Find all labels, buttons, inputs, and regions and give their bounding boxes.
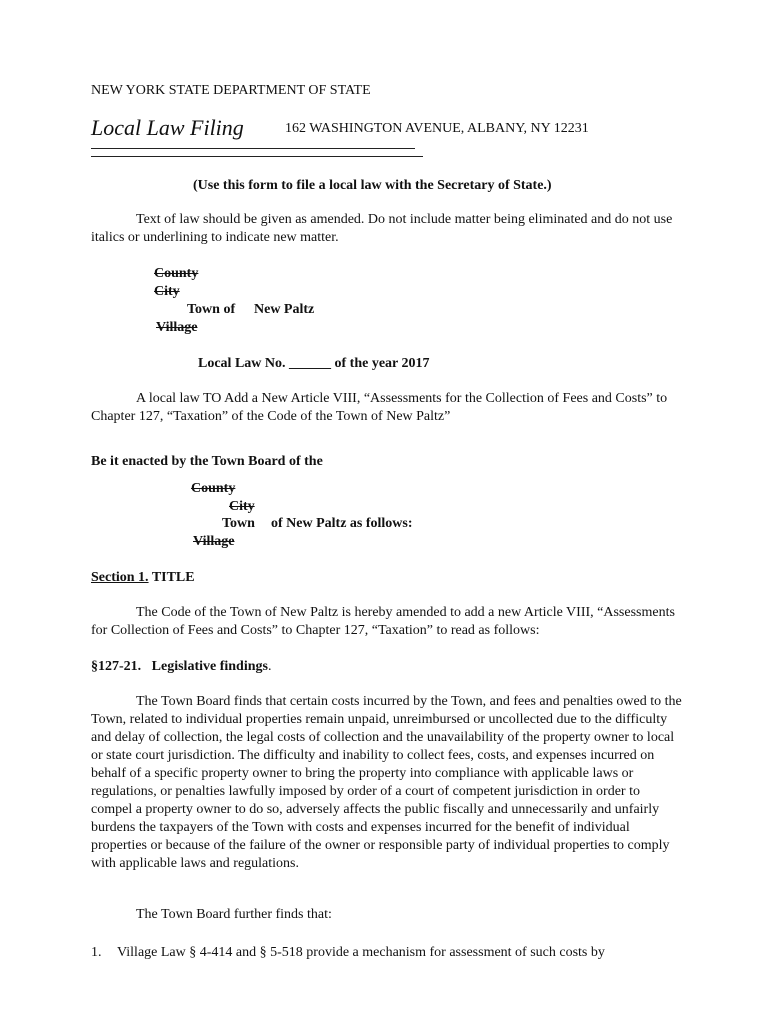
finding-item-1-text: Village Law § 4-414 and § 5-518 provide a mechanism for assessment of such costs by (117, 945, 605, 960)
enactment-clause: of New Paltz as follows: (271, 516, 413, 531)
section-1-label: Section 1. (91, 570, 149, 585)
town-of-label: Town of (187, 302, 236, 317)
law-description-text: A local law TO Add a New Article VIII, “Assessments for the Collection of Fees and Costs” to Chapter 127, “Taxation” of the Code of the Town of New Paltz” (91, 391, 668, 424)
town-label: Town (222, 516, 255, 531)
section-1-heading (91, 570, 195, 586)
legislative-findings-body (91, 693, 683, 873)
amendment-note (91, 211, 683, 247)
section-1-body (91, 604, 683, 640)
strike-city-2: City (229, 499, 255, 514)
law-description (91, 390, 683, 426)
header-rule-top (91, 148, 415, 149)
local-law-number: Local Law No. ______ of the year 2017 (198, 356, 430, 371)
strike-city-1: City (154, 284, 180, 299)
section-1-text: The Code of the Town of New Paltz is hereby amended to add a new Article VIII, “Assessments for Collection of Fees and Costs” to Chapter 127, “Taxation” to read as follows: (91, 605, 675, 638)
strike-county-1: County (154, 266, 199, 281)
form-title: Local Law Filing (91, 115, 244, 140)
findings-paragraph-2: The Town Board further finds that: (136, 907, 332, 922)
amendment-note-text: Text of law should be given as amended. Do not include matter being eliminated and do not use italics or underlining to indicate new matter. (91, 212, 673, 245)
header-rule-bottom (91, 156, 423, 157)
findings-paragraph-1: The Town Board finds that certain costs incurred by the Town, and fees and penalties owed to the Town, related to individual properties remain unpaid, unreimbursed or uncollected due to the difficulty and delay of collection, the legal costs of collection and the unavailability of the property owner to local or state court jurisdiction. The difficulty and inability to collect fees, costs, and expenses incurred on behalf of a specific property owner to bring the property into compliance with applicable laws or regulations, or penalties lawfully imposed by order of a court of competent jurisdiction in order to compel a property owner to do so, adversely affects the public fiscally and unnecessarily and unfairly burdens the taxpayers of the Town with costs and expenses incurred for the benefit of individual properties or because of the failure of the owner or responsible party of individual properties to comply with applicable laws and regulations. (91, 694, 682, 871)
strike-county-2: County (191, 481, 236, 496)
strike-village-2: Village (193, 534, 235, 549)
form-instruction: (Use this form to file a local law with the Secretary of State.) (193, 178, 552, 193)
section-127-21-heading (91, 659, 271, 675)
section-127-21-title: §127-21. Legislative findings (91, 659, 268, 674)
section-1-title: TITLE (151, 570, 195, 585)
strike-village-1: Village (156, 320, 198, 335)
department-header: NEW YORK STATE DEPARTMENT OF STATE (91, 83, 371, 98)
finding-item-1-number: 1. (91, 945, 102, 960)
enacted-by: Be it enacted by the Town Board of the (91, 454, 323, 469)
finding-item-1 (91, 945, 605, 961)
address: 162 WASHINGTON AVENUE, ALBANY, NY 12231 (285, 121, 589, 136)
municipality-name: New Paltz (254, 302, 315, 317)
section-127-21-period: . (267, 659, 272, 674)
